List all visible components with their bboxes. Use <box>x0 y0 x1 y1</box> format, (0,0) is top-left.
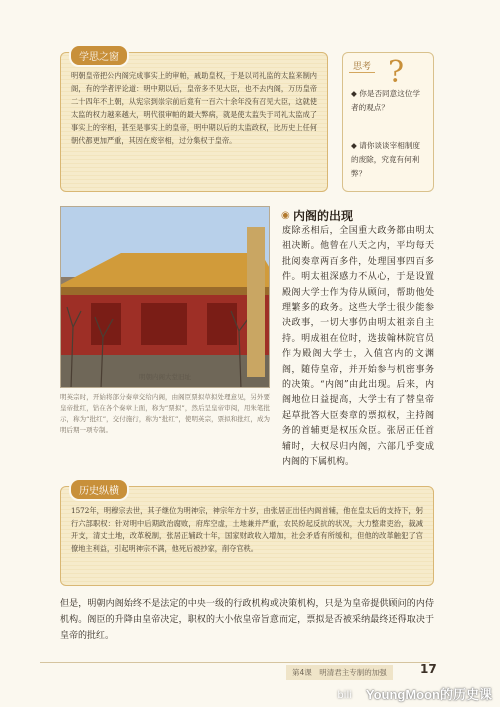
xuesi-box <box>60 52 328 192</box>
section-bullet-icon: ◉ <box>281 210 290 221</box>
photo-caption: 明朝内阁大堂旧址 <box>139 373 191 381</box>
section-body: 废除丞相后，全国重大政务都由明太祖决断。他曾在八天之内，平均每天批阅奏章两百多件，处理国事四百多件。明太祖深感力不从心，于是设置殿阁大学士作为侍从顾问，帮助他处理繁多的政务。这些大学士很少能参决政事，一切大事仍由明太祖亲自主持。明成祖在位时，选拔翰林院官员作为殿阁大学士，入值宫内的文渊阁，随侍皇帝，并开始参与机密事务的决策。“内阁”由此出现。后来，内阁地位日益提高，大学士有了替皇帝起草批答大臣奏章的票拟权，主持阁务的首辅更是权压众臣。张居正任首辅时，大权尽归内阁，六部几乎变成内阁的下属机构。 <box>282 226 434 468</box>
bottom-paragraph: 但是，明朝内阁始终不是法定的中央一级的行政机构或决策机构，只是为皇帝提供顾问的内侍机构。阁臣的升降由皇帝决定，职权的大小依皇帝旨意而定，票拟是否被采纳最终还得取决于皇帝的批红。 <box>60 599 434 641</box>
photo-description: 明英宗时，开始将部分奏章交给内阁，由阁臣票拟草拟处理意见，另外要皇帝批红，钻在各个奏章上面，称为“票拟”，然后呈皇帝审阅，用朱笔批示，称为“批红”，交付施行，称为“批红”，使明英宗，票拟和批红，成为明后期一项专制。 <box>60 393 270 434</box>
watermark-text: YoungMoon的历史课 <box>365 687 492 702</box>
xuesi-text: 明朝皇帝把公内阁完成事实上的审帕，戚助皇权，于是以司礼监的太监来制内阁，有的学者评论道：明中期以后，皇帝多不见大臣，也不去内阁，万历皇帝二十四年不上朝，从宪宗到崇宗前后竟有一百六十余年没有召见大臣，这就使太监的权力越来越大，明代很审帕的最大弊病，就是使太监失于司礼太监成了事实上的宰相，甚至是事实上的皇帝，明中期以后的太监政权，比历史上任何朝代都更加严重，其因在废宰相，过分集权于皇帝。 <box>71 71 317 145</box>
question-mark-icon: ? <box>388 55 405 90</box>
footer-chapter: 第4课 明清君主专制的加强 <box>286 665 393 680</box>
cabinet-hall-illustration <box>61 207 270 388</box>
history-text: 1572年，明穆宗去世，其子继位为明神宗，神宗年方十岁，由张居正出任内阁首辅，他在皇太后的支持下，躬行六部职权：针对明中后期政治腐败，府库空虚，土地兼并严重，农民纷起反抗的状况，大力整肃吏治，裁减开支，清丈土地，改革税制，张居正辅政十年，国家财政收入增加，社会矛盾有所缓和，但他的改革触犯了官僚地主利益，引起明神宗不满，他死后被抄家，削夺官秩。 <box>71 506 423 553</box>
section-title: 内阁的出现 <box>293 209 354 223</box>
think-tag: 思考 <box>349 59 375 73</box>
history-tag: 历史纵横 <box>69 478 129 501</box>
footer-divider <box>40 662 430 663</box>
think-question-2: ◆ 请你谈谈宰相制度的废除，究竟有何利弊？ <box>351 141 421 178</box>
xuesi-tag: 学思之窗 <box>69 44 129 67</box>
think-question-1: ◆ 你是否同意这位学者的观点？ <box>351 89 421 112</box>
bilibili-logo: bili <box>337 690 352 701</box>
history-box <box>60 486 434 586</box>
think-box <box>342 52 434 192</box>
page-number: 17 <box>420 662 437 676</box>
cabinet-hall-photo <box>60 206 270 388</box>
